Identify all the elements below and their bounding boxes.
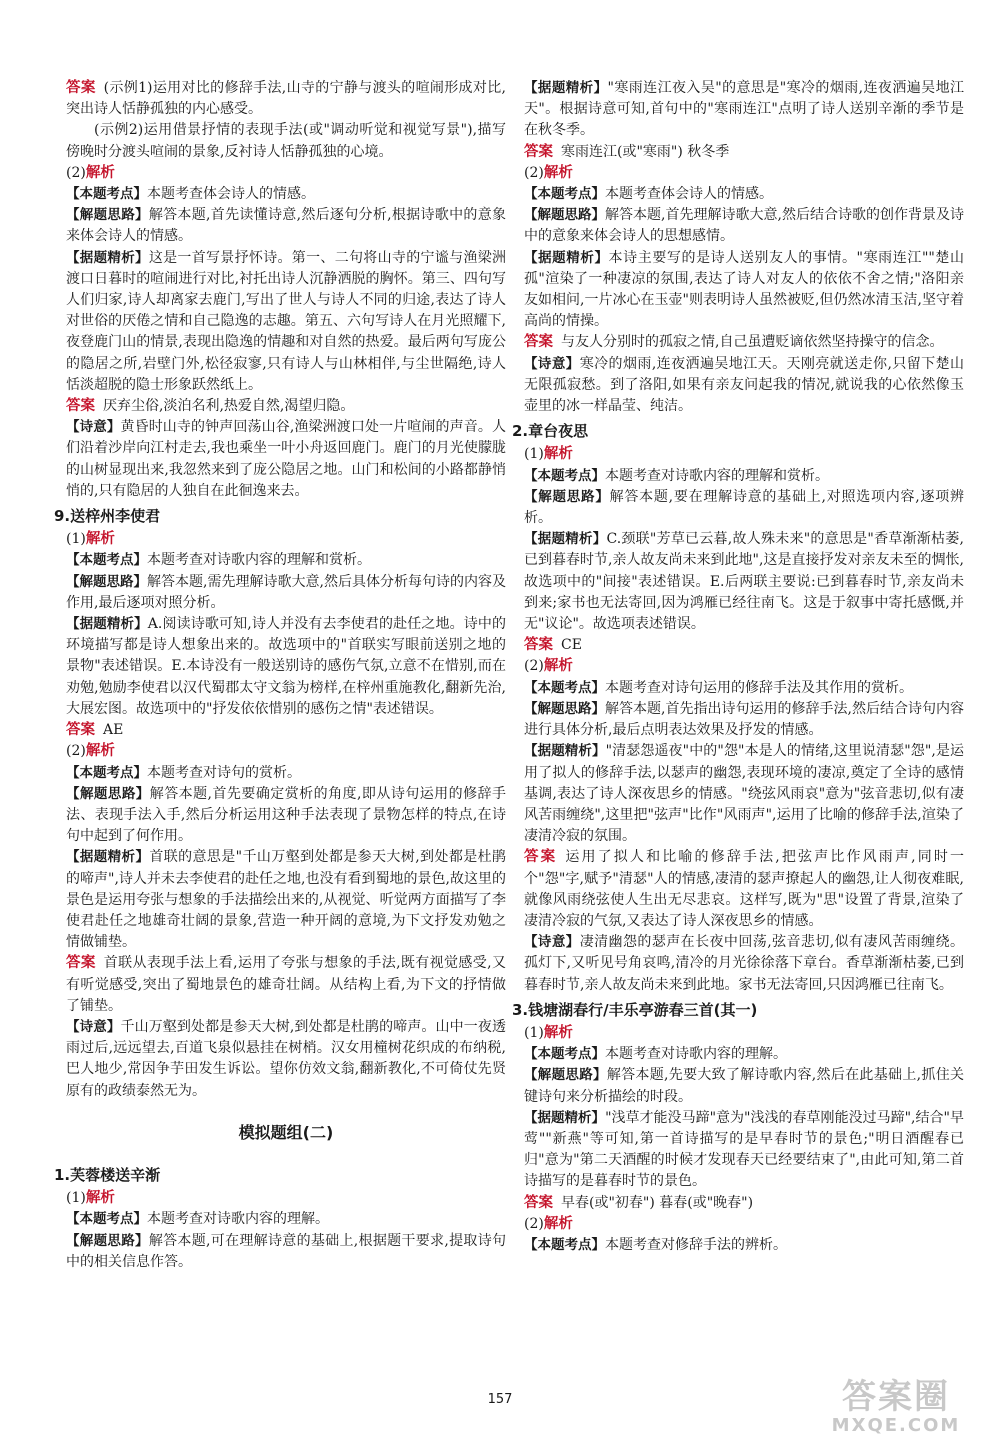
answer-text: 早春(或"初春") 暮春(或"晚春") <box>561 1194 754 1211</box>
poem-title: 芙蓉楼送辛渐 <box>70 1165 161 1184</box>
paragraph-tag: 【本题考点】 <box>524 1236 605 1253</box>
tagged-paragraph <box>524 1235 964 1256</box>
paragraph-tag: 【本题考点】 <box>66 186 147 203</box>
tagged-paragraph <box>524 678 964 699</box>
paragraph-text: "清瑟怨遥夜"中的"怨"本是人的情绪,这里说清瑟"怨",是运用了拟人的修辞手法,以瑟声的幽怨,表现环境的凄凉,奠定了全诗的感情基调,表达了诗人深夜思乡的情感。"绕弦风雨哀"意为"弦音悲切,似有凄风苦雨缠绕",这里把"弦声"比作"风雨声",运用了比喻的修辞手法,渲染了凄清冷寂的氛围。 <box>524 743 964 845</box>
tagged-paragraph <box>66 1231 506 1273</box>
answer-label: 答案 <box>66 722 95 739</box>
paragraph-tag: 【解题思路】 <box>66 207 149 224</box>
poem-title: 章台夜思 <box>528 422 589 441</box>
paragraph-text: 解答本题,要在理解诗意的基础上,对照选项内容,逐项辨析。 <box>524 488 964 527</box>
paragraph-tag: 【据题精析】 <box>524 80 608 96</box>
paragraph-tag: 【本题考点】 <box>524 467 605 484</box>
answer-paragraph <box>66 720 506 741</box>
paragraph-tag: 【解题思路】 <box>524 700 606 717</box>
paragraph-text: 本题考查体会诗人的情感。 <box>147 186 315 203</box>
tagged-paragraph <box>524 932 964 996</box>
question-number: 9. <box>54 507 71 526</box>
paragraph-tag: 【据题精析】 <box>524 531 607 548</box>
paragraph-tag: 【解题思路】 <box>66 785 150 802</box>
answer-label: 答案 <box>524 637 553 654</box>
paragraph-tag: 【诗意】 <box>524 355 580 372</box>
answer-paragraph <box>524 1193 964 1214</box>
analysis-label: 解析 <box>543 1215 573 1232</box>
tagged-paragraph <box>524 205 964 247</box>
answer-paragraph <box>524 142 964 163</box>
answer-label: 答案 <box>524 143 553 160</box>
paragraph-text: 首联的意思是"千山万壑到处都是参天大树,到处都是杜鹃的啼声",诗人并未去李使君的赴任之地,也没有看到蜀地的景色,故这里的景色是运用夸张与想象的手法描绘出来的,从视觉、听觉两方面描写了李使君赴任之地雄奇壮阔的景象,营造一种开阔的意境,为下文抒发劝勉之情做铺垫。 <box>66 849 506 951</box>
paragraph-text: 凄清幽怨的瑟声在长夜中回荡,弦音悲切,似有凄风苦雨缠绕。孤灯下,又听见号角哀鸣,清冷的月光徐徐落下章台。香草渐渐枯萎,已到暮春时节,亲人故友尚未来到此地。家书无法寄回,只因鸿雁已往南飞。 <box>524 934 965 993</box>
question-heading <box>54 506 506 527</box>
poem-title: 送梓州李使君 <box>70 507 161 526</box>
paragraph-text: 本题考查体会诗人的情感。 <box>605 186 773 203</box>
watermark-text: 答案圈 <box>842 1377 950 1417</box>
paragraph-tag: 【据题精析】 <box>66 849 150 866</box>
tagged-paragraph <box>66 784 506 848</box>
analysis-label: 解析 <box>543 1024 573 1041</box>
tagged-paragraph <box>66 205 506 247</box>
sub-question-number: (1) <box>66 1190 86 1207</box>
tagged-paragraph <box>66 1209 506 1230</box>
tagged-paragraph <box>524 529 964 635</box>
sub-question-number: (2) <box>524 164 544 181</box>
paragraph-text: 本题考查对修辞手法的辨析。 <box>605 1236 787 1253</box>
answer-label: 答案 <box>524 334 553 351</box>
left-column <box>54 78 507 1273</box>
paragraph-tag: 【本题考点】 <box>66 1211 147 1228</box>
paragraph-text: 解答本题,需先理解诗歌大意,然后具体分析每句诗的内容及作用,最后逐项对照分析。 <box>66 573 507 611</box>
paragraph-text: 本题考查对诗歌内容的理解。 <box>147 1211 329 1228</box>
paragraph-text: 本题考查对诗歌内容的理解和赏析。 <box>147 552 371 569</box>
paragraph-tag: 【本题考点】 <box>66 764 147 781</box>
paragraph-text: 千山万壑到处都是参天大树,到处都是杜鹃的啼声。山中一夜透雨过后,远远望去,百道飞泉似悬挂在树梢。汉女用橦树花织成的布纳税,巴人地少,常因争芋田发生诉讼。望你仿效文翁,翻新教化,不可倚仗先贤原有的政绩泰然无为。 <box>66 1018 507 1099</box>
paragraph-text: 这是一首写景抒怀诗。第一、二句将山寺的宁谧与渔梁洲渡口日暮时的喧闹进行对比,衬托出诗人沉静洒脱的胸怀。第三、四句写人们归家,诗人却离家去鹿门,写出了世人与诗人不同的归途,表达了诗人对世俗的厌倦之情和自己隐逸的志趣。第五、六句写诗人在月光照耀下,夜登鹿门山的情景,表现出隐逸的情趣和对自然的热爱。最后两句写庞公的隐居之所,岩壁门外,松径寂寥,只有诗人与山林相伴,与尘世隔绝,诗人恬淡超脱的隐士形象跃然纸上。 <box>66 249 507 393</box>
tagged-paragraph <box>66 763 506 784</box>
paragraph-tag: 【本题考点】 <box>66 552 147 569</box>
tagged-paragraph <box>66 417 506 502</box>
paragraph-tag: 【解题思路】 <box>66 1232 149 1249</box>
paragraph-text: 解答本题,首先读懂诗意,然后逐句分析,根据诗歌中的意象来体会诗人的情感。 <box>66 207 506 245</box>
sub-question-number: (1) <box>524 446 544 463</box>
paragraph-text: 本题考查对诗句运用的修辞手法及其作用的赏析。 <box>605 679 913 696</box>
answer-text: 厌弃尘俗,淡泊名利,热爱自然,渴望归隐。 <box>103 398 355 415</box>
analysis-header <box>524 1214 964 1235</box>
analysis-label: 解析 <box>543 164 573 181</box>
question-heading <box>54 1165 506 1186</box>
paragraph-tag: 【解题思路】 <box>524 488 610 505</box>
answer-paragraph <box>524 847 964 932</box>
paragraph-tag: 【诗意】 <box>66 419 121 436</box>
sub-question-number: (1) <box>66 531 86 548</box>
paragraph-text: 解答本题,首先要确定赏析的角度,即从诗句运用的修辞手法、表现手法入手,然后分析运用这种手法表现了景物怎样的特点,在诗句中起到了何作用。 <box>66 785 506 845</box>
tagged-paragraph <box>524 1044 964 1065</box>
analysis-label: 解析 <box>543 446 573 463</box>
tagged-paragraph <box>524 184 964 205</box>
paragraph-text: 本题考查对诗句的赏析。 <box>147 764 301 781</box>
tagged-paragraph <box>66 614 506 720</box>
analysis-label: 解析 <box>85 531 115 548</box>
sub-question-number: (2) <box>524 1215 544 1232</box>
answer-label: 答案 <box>66 955 96 972</box>
tagged-paragraph <box>524 487 964 529</box>
answer-paragraph <box>66 396 506 417</box>
analysis-label: 解析 <box>85 1190 115 1207</box>
answer-paragraph <box>524 332 964 353</box>
question-heading <box>512 421 964 442</box>
paragraph-text: 本题考查对诗歌内容的理解和赏析。 <box>605 467 829 484</box>
watermark-logo <box>808 1378 984 1436</box>
watermark-url: MXQE.COM <box>831 1415 961 1436</box>
paragraph-tag: 【解题思路】 <box>66 573 148 590</box>
paragraph-text: 解答本题,首先理解诗歌大意,然后结合诗歌的创作背景及诗中的意象来体会诗人的思想感情。 <box>524 207 965 245</box>
answer-text: (示例1)运用对比的修辞手法,山寺的宁静与渡头的喧闹形成对比,突出诗人恬静孤独的内心感受。 <box>66 80 507 118</box>
tagged-paragraph <box>524 699 964 741</box>
question-heading <box>512 1000 964 1021</box>
answer-text: 运用了拟人和比喻的修辞手法,把弦声比作风雨声,同时一个"怨"字,赋予"清瑟"人的情感,凄清的瑟声撩起人的幽怨,让人彻夜难眠,就像风雨绕弦使人生出无尽悲哀。这样写,既为"思"设置了背景,渲染了凄清冷寂的气氛,又表达了诗人深夜思乡的情感。 <box>524 849 965 929</box>
sub-question-number: (2) <box>66 743 86 760</box>
tagged-paragraph <box>66 572 506 614</box>
sub-question-number: (2) <box>524 658 544 675</box>
paragraph-text: 本诗主要写的是诗人送别友人的事情。"寒雨连江""楚山孤"渲染了一种凄凉的氛围,表达了诗人对友人的依依不舍之情;"洛阳亲友如相问,一片冰心在玉壶"则表明诗人虽然被贬,但仍然冰清玉洁,坚守着高尚的情操。 <box>524 249 965 330</box>
right-column <box>512 78 965 1256</box>
paragraph-text: 黄昏时山寺的钟声回荡山谷,渔梁洲渡口处一片喧闹的声音。人们沿着沙岸向江村走去,我也乘坐一叶小舟返回鹿门。鹿门的月光使朦胧的山树显现出来,我忽然来到了庞公隐居之地。山门和松间的小路都静悄悄的,只有隐居的人独自在此徊逸来去。 <box>66 419 507 499</box>
paragraph-text: 解答本题,可在理解诗意的基础上,根据题干要求,提取诗句中的相关信息作答。 <box>66 1232 506 1270</box>
tagged-paragraph <box>524 741 964 847</box>
paragraph-tag: 【据题精析】 <box>66 616 148 633</box>
paragraph-text: "寒雨连江夜入吴"的意思是"寒冷的烟雨,连夜洒遍吴地江天"。根据诗意可知,首句中的"寒雨连江"点明了诗人送别辛渐的季节是在秋冬季。 <box>524 80 964 139</box>
answer-text: 寒雨连江(或"寒雨") 秋冬季 <box>561 143 730 160</box>
tagged-paragraph <box>524 354 964 418</box>
paragraph-tag: 【解题思路】 <box>524 207 606 224</box>
tagged-paragraph <box>66 847 506 953</box>
sub-question-number: (2) <box>66 164 86 181</box>
paragraph-text: C.颈联"芳草已云暮,故人殊未来"的意思是"香草渐渐枯萎,已到暮春时节,亲人故友尚未来到此地",这是直接抒发对亲友未至的惆怅,故选项中的"间接"表述错误。E.后两联主要说:已到暮春时节,亲友尚未到来;家书也无法寄回,因为鸿雁已经往南飞。这是于叙事中寄托感慨,并无"议论"。故选项表述错误。 <box>524 531 964 633</box>
analysis-header <box>524 656 964 677</box>
paragraph-tag: 【据题精析】 <box>524 1109 606 1126</box>
analysis-header <box>66 163 506 184</box>
analysis-label: 解析 <box>543 658 573 675</box>
answer-label: 答案 <box>524 1194 553 1211</box>
paragraph-text: 寒冷的烟雨,连夜洒遍吴地江天。天刚亮就送走你,只留下楚山无限孤寂愁。到了洛阳,如果有亲友问起我的情况,就说我的心依然像玉壶里的冰一样晶莹、纯洁。 <box>524 355 965 415</box>
paragraph-tag: 【解题思路】 <box>524 1067 607 1084</box>
paragraph-text: "浅草才能没马蹄"意为"浅浅的春草刚能没过马蹄",结合"早莺""新燕"等可知,第一首诗描写的是早春时节的景色;"明日酒醒春已归"意为"第二天酒醒的时候才发现春天已经要结束了",由此可知,第二首诗描写的是暮春时节的景色。 <box>524 1109 964 1190</box>
analysis-header <box>524 444 964 465</box>
section-title: 模拟题组(二) <box>238 1122 334 1142</box>
tagged-paragraph <box>524 466 964 487</box>
paragraph-tag: 【据题精析】 <box>524 743 606 760</box>
question-number: 3. <box>512 1000 529 1019</box>
answer-label: 答案 <box>524 849 558 866</box>
answer-text: 与友人分别时的孤寂之情,自己虽遭贬谪依然坚持操守的信念。 <box>561 334 944 351</box>
tagged-paragraph <box>524 1108 964 1193</box>
answer-text: CE <box>561 637 582 654</box>
tagged-paragraph <box>66 184 506 205</box>
answer-text: AE <box>103 722 124 739</box>
paragraph-tag: 【本题考点】 <box>524 186 605 203</box>
analysis-header <box>66 741 506 762</box>
poem-title: 钱塘湖春行/丰乐亭游春三首(其一) <box>528 1000 758 1019</box>
answer-label: 答案 <box>66 398 95 415</box>
paragraph-text: 本题考查对诗歌内容的理解。 <box>605 1046 787 1063</box>
paragraph-tag: 【据题精析】 <box>66 249 149 266</box>
paragraph-tag: 【诗意】 <box>524 934 580 951</box>
paragraph-tag: 【本题考点】 <box>524 1046 605 1063</box>
question-number: 1. <box>54 1165 71 1184</box>
analysis-header <box>66 529 506 550</box>
analysis-label: 解析 <box>85 164 115 181</box>
paragraph-tag: 【诗意】 <box>66 1018 121 1035</box>
answer-paragraph <box>66 78 506 120</box>
paragraph-tag: 【本题考点】 <box>524 679 605 696</box>
analysis-header <box>524 163 964 184</box>
answer-text: 首联从表现手法上看,运用了夸张与想象的手法,既有视觉感受,又有听觉感受,突出了蜀地景色的雄奇壮阔。从结构上看,为下文的抒情做了铺垫。 <box>66 955 507 1014</box>
tagged-paragraph <box>524 78 964 142</box>
answer-paragraph <box>66 953 506 1017</box>
paragraph-text: A.阅读诗歌可知,诗人并没有去李使君的赴任之地。诗中的环境描写都是诗人想象出来的。故选项中的"首联实写眼前送别之地的景物"表述错误。E.本诗没有一般送别诗的感伤气氛,立意不在惜别,而在劝勉,勉励李使君以汉代蜀郡太守文翁为榜样,在梓州重施教化,翻新先治,大展宏图。故选项中的"抒发依依惜别的感伤之情"表述错误。 <box>66 616 507 717</box>
page-number: 157 <box>487 1392 513 1407</box>
question-number: 2. <box>512 422 529 441</box>
tagged-paragraph <box>66 1017 506 1102</box>
sub-question-number: (1) <box>524 1024 544 1041</box>
paragraph-tag: 【据题精析】 <box>524 249 609 266</box>
analysis-header <box>66 1188 506 1209</box>
answer-label: 答案 <box>66 80 96 96</box>
paragraph-text: 解答本题,首先指出诗句运用的修辞手法,然后结合诗句内容进行具体分析,最后点明表达效果及抒发的情感。 <box>524 700 965 739</box>
tagged-paragraph <box>66 248 506 396</box>
tagged-paragraph <box>66 550 506 571</box>
indented-paragraph: (示例2)运用借景抒情的表现手法(或"调动听觉和视觉写景"),描写傍晚时分渡头喧闹的景象,反衬诗人恬静孤独的心境。 <box>66 122 506 160</box>
answer-paragraph <box>524 635 964 656</box>
tagged-paragraph <box>524 1065 964 1107</box>
paragraph-text: 解答本题,先要大致了解诗歌内容,然后在此基础上,抓住关键诗句来分析描绘的时段。 <box>524 1067 964 1105</box>
tagged-paragraph <box>524 248 964 333</box>
analysis-label: 解析 <box>85 743 115 760</box>
analysis-header <box>524 1023 964 1044</box>
